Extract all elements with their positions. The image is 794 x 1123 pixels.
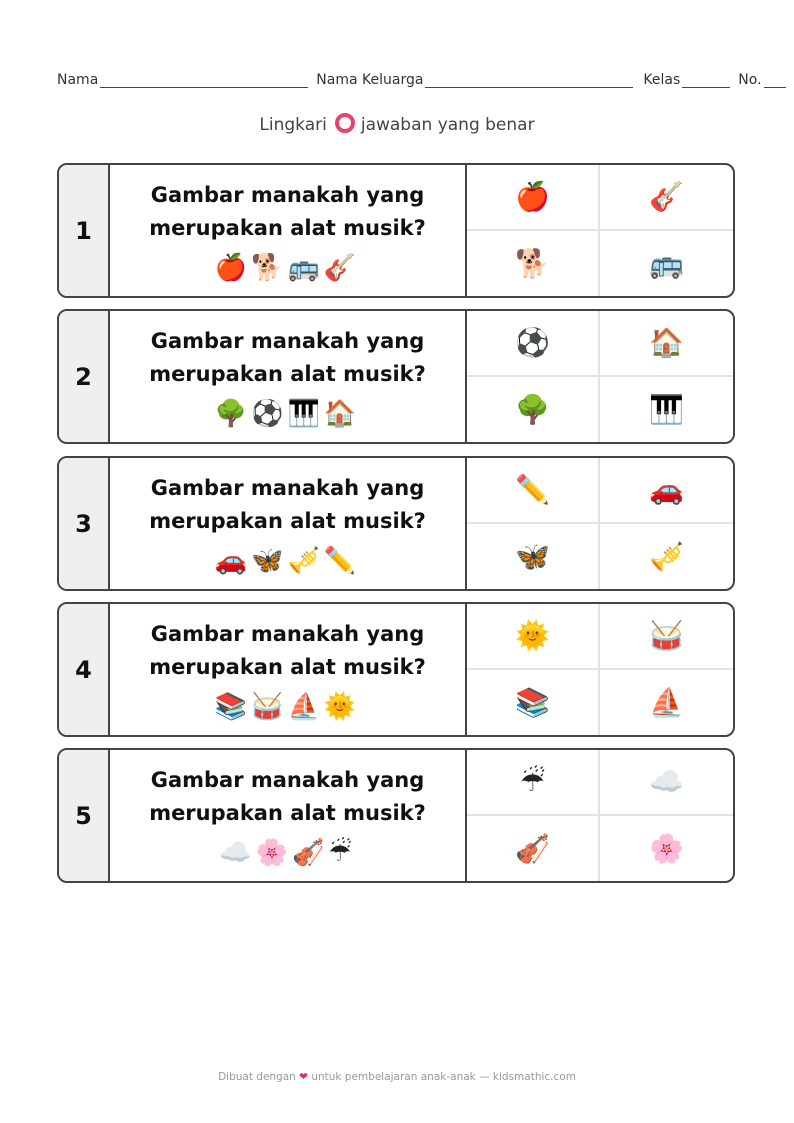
answer-option[interactable]: ⚽ xyxy=(467,311,600,377)
number-label: No. xyxy=(738,72,762,88)
question-text-line1: Gambar manakah yang xyxy=(150,622,425,646)
question-text-line2: merupakan alat musik? xyxy=(149,801,426,825)
answer-grid xyxy=(467,165,733,296)
instruction-after: jawaban yang benar xyxy=(360,115,535,135)
circle-icon xyxy=(335,113,355,133)
answer-option[interactable]: 🌳 xyxy=(467,377,600,443)
question-text-line2: merupakan alat musik? xyxy=(149,509,426,533)
answer-option[interactable]: ✏️ xyxy=(467,458,600,524)
answer-option[interactable]: 🍎 xyxy=(467,165,600,231)
question-body xyxy=(110,458,467,589)
question-number: 2 xyxy=(59,311,110,442)
question-card-1 xyxy=(57,163,735,298)
question-picture-icons: 📚🥁⛵🌞 xyxy=(214,692,361,722)
family-name-label: Nama Keluarga xyxy=(316,72,424,88)
question-body xyxy=(110,604,467,735)
answer-option[interactable]: 🏠 xyxy=(600,311,733,377)
footer xyxy=(0,1071,794,1083)
answer-option[interactable]: 🐕 xyxy=(467,231,600,297)
question-text-line2: merupakan alat musik? xyxy=(149,655,426,679)
answer-option[interactable]: 🎺 xyxy=(649,539,684,573)
answer-option[interactable]: ☔ xyxy=(467,750,600,816)
instruction-before: Lingkari xyxy=(259,115,327,135)
answer-option[interactable]: 🚌 xyxy=(649,246,684,280)
class-blank-line[interactable] xyxy=(682,73,730,88)
answer-option[interactable]: 📚 xyxy=(467,670,600,736)
question-picture-icons: 🚗🦋🎺✏️ xyxy=(214,546,361,576)
question-number: 4 xyxy=(59,604,110,735)
answer-option[interactable]: ☁️ xyxy=(600,750,733,816)
footer-text-before: Dibuat dengan xyxy=(218,1071,296,1083)
answer-grid xyxy=(467,750,733,881)
answer-option[interactable]: 🌸 xyxy=(649,831,684,865)
number-blank-line[interactable] xyxy=(764,73,786,88)
answer-option[interactable]: 🎸 xyxy=(600,165,733,231)
answer-grid xyxy=(467,604,733,735)
answer-option[interactable]: 🎻 xyxy=(467,816,600,882)
answer-option[interactable]: 🎹 xyxy=(649,392,684,426)
family-name-blank-line[interactable] xyxy=(425,73,633,88)
question-card-5 xyxy=(57,748,735,883)
question-card-3 xyxy=(57,456,735,591)
question-number: 3 xyxy=(59,458,110,589)
question-body xyxy=(110,165,467,296)
answer-option[interactable]: 🌞 xyxy=(467,604,600,670)
question-picture-icons: 🍎🐕🚌🎸 xyxy=(214,253,361,283)
answer-grid xyxy=(467,458,733,589)
name-blank-line[interactable] xyxy=(100,73,308,88)
question-number: 5 xyxy=(59,750,110,881)
answer-option[interactable]: 🚗 xyxy=(600,458,733,524)
name-field[interactable] xyxy=(57,72,308,88)
question-text-line1: Gambar manakah yang xyxy=(150,183,425,207)
question-card-4 xyxy=(57,602,735,737)
answer-option[interactable]: ⛵ xyxy=(649,685,684,719)
question-text-line2: merupakan alat musik? xyxy=(149,216,426,240)
question-card-2 xyxy=(57,309,735,444)
name-label: Nama xyxy=(57,72,99,88)
question-body xyxy=(110,750,467,881)
family-name-field[interactable] xyxy=(316,72,633,88)
question-text-line1: Gambar manakah yang xyxy=(150,329,425,353)
student-info-header xyxy=(57,68,794,88)
question-picture-icons: ☁️🌸🎻☔ xyxy=(219,838,356,868)
question-number: 1 xyxy=(59,165,110,296)
footer-text-after: untuk pembelajaran anak-anak — kidsmathic.com xyxy=(311,1071,576,1083)
answer-option[interactable]: 🦋 xyxy=(467,524,600,590)
question-picture-icons: 🌳⚽🎹🏠 xyxy=(214,399,361,429)
answer-grid xyxy=(467,311,733,442)
heart-icon: ❤ xyxy=(299,1071,308,1083)
class-field[interactable] xyxy=(643,72,730,88)
question-text-line1: Gambar manakah yang xyxy=(150,476,425,500)
class-label: Kelas xyxy=(643,72,681,88)
question-text-line2: merupakan alat musik? xyxy=(149,362,426,386)
instruction xyxy=(0,113,794,135)
number-field[interactable] xyxy=(738,72,785,88)
answer-option[interactable]: 🥁 xyxy=(600,604,733,670)
question-body xyxy=(110,311,467,442)
question-text-line1: Gambar manakah yang xyxy=(150,768,425,792)
